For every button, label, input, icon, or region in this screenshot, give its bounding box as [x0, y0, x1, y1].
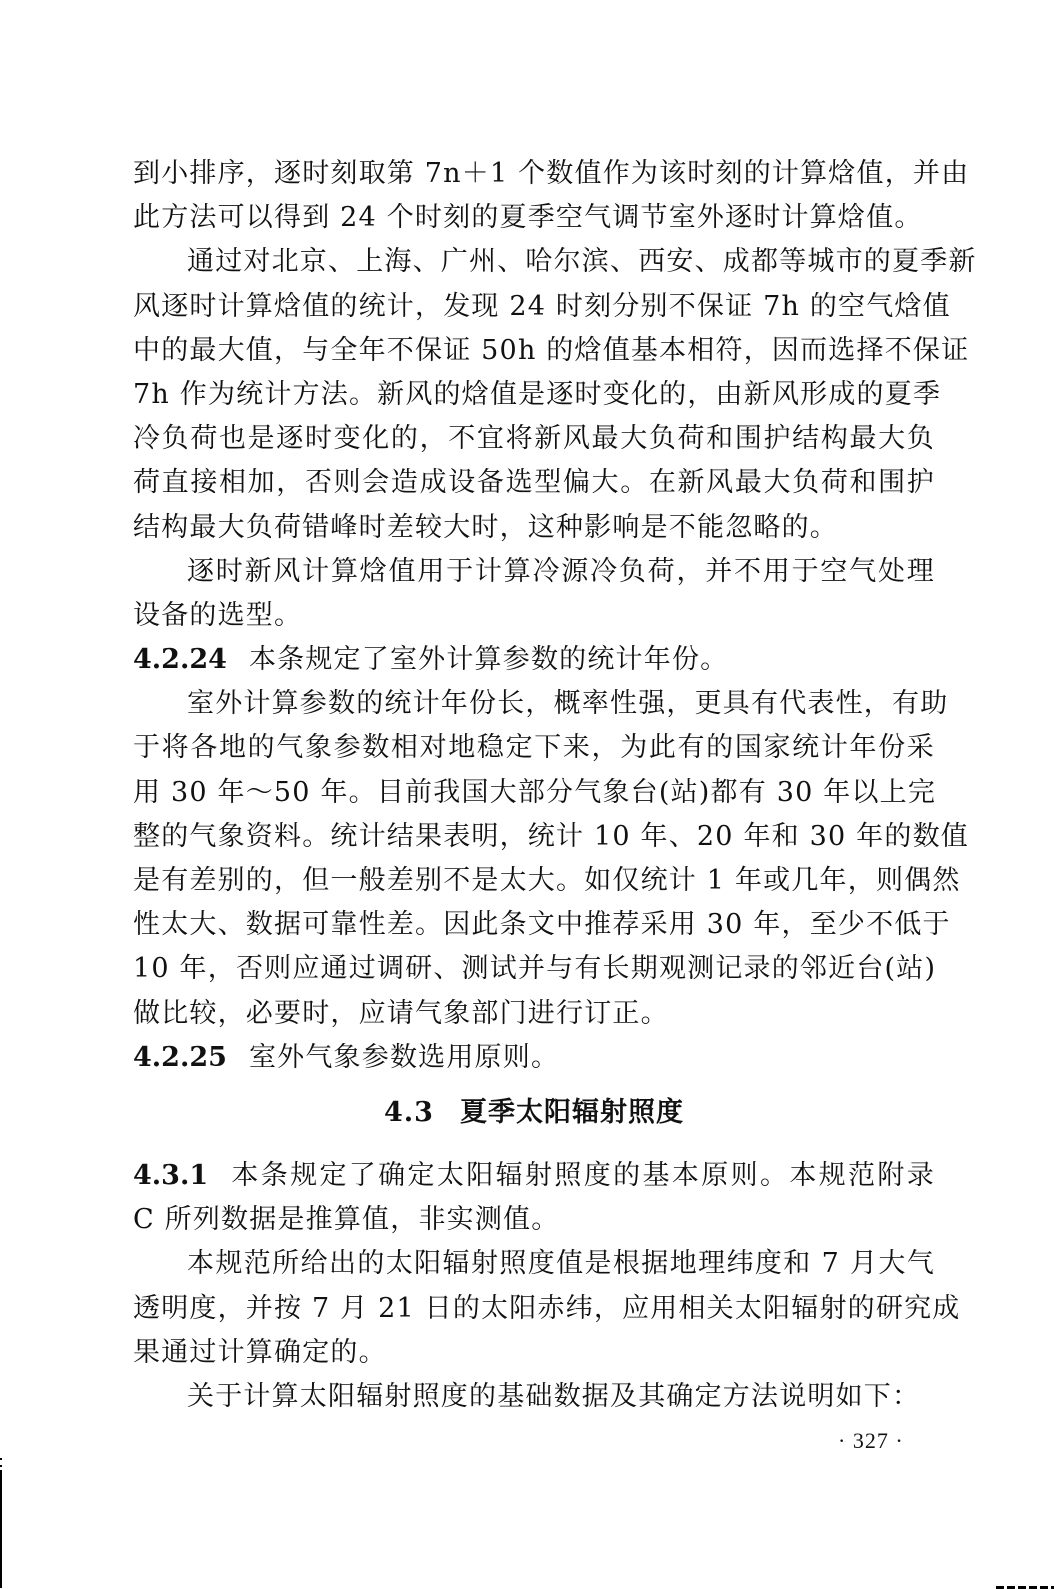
paragraph [133, 682, 969, 1036]
clause-4-2-25 [133, 1036, 935, 1080]
text-line: 逐时新风计算焓值用于计算冷源冷负荷，并不用于空气处理 [187, 555, 935, 587]
scan-edge-line [0, 1470, 2, 1588]
scan-edge-mark [0, 1458, 2, 1460]
document-page [133, 152, 977, 1419]
text-line: 本规范所给出的太阳辐射照度值是根据地理纬度和 7 月大气 [187, 1248, 935, 1280]
text-line: 冷负荷也是逐时变化的，不宜将新风最大负荷和围护结构最大负 [133, 423, 935, 455]
text-line: 做比较，必要时，应请气象部门进行订正。 [133, 997, 669, 1029]
clause-number: 4.3.1 [133, 1159, 209, 1191]
text-line: 整的气象资料。统计结果表明，统计 10 年、20 年和 30 年的数值 [133, 820, 969, 852]
paragraph [133, 550, 935, 638]
page-number: · 327 · [838, 1428, 904, 1453]
text-line: 于将各地的气象参数相对地稳定下来，为此有的国家统计年份采 [133, 732, 935, 764]
text-line: 荷直接相加，否则会造成设备选型偏大。在新风最大负荷和围护 [133, 467, 935, 499]
section-heading [133, 1080, 935, 1146]
paragraph [133, 1242, 961, 1375]
text-line: 风逐时计算焓值的统计，发现 24 时刻分别不保证 7h 的空气焓值 [133, 290, 951, 322]
text-line: 透明度，并按 7 月 21 日的太阳赤纬，应用相关太阳辐射的研究成 [133, 1292, 961, 1324]
paragraph [133, 152, 970, 240]
text-line: 10 年，否则应通过调研、测试并与有长期观测记录的邻近台(站) [133, 953, 937, 985]
spacer [133, 1146, 935, 1154]
text-line: 关于计算太阳辐射照度的基础数据及其确定方法说明如下： [187, 1380, 921, 1412]
text-line: 通过对北京、上海、广州、哈尔滨、西安、成都等城市的夏季新 [187, 246, 977, 278]
clause-text: 本条规定了室外计算参数的统计年份。 [248, 644, 729, 676]
clause-number: 4.2.25 [133, 1041, 227, 1073]
text-line: 结构最大负荷错峰时差较大时，这种影响是不能忽略的。 [133, 511, 838, 543]
text-line: 到小排序，逐时刻取第 7n＋1 个数值作为该时刻的计算焓值，并由 [133, 158, 970, 189]
text-line: 性太大、数据可靠性差。因此条文中推荐采用 30 年，至少不低于 [133, 909, 951, 941]
text-line: 中的最大值，与全年不保证 50h 的焓值基本相符，因而选择不保证 [133, 334, 970, 366]
text-line: C 所列数据是推算值，非实测值。 [133, 1204, 560, 1236]
text-line: 室外计算参数的统计年份长，概率性强，更具有代表性，有助 [187, 688, 949, 720]
section-number: 4.3 [384, 1096, 434, 1128]
clause-text: 室外气象参数选用原则。 [248, 1041, 560, 1073]
clause-4-2-24 [133, 638, 935, 682]
text-line: 用 30 年～50 年。目前我国大部分气象台(站)都有 30 年以上完 [133, 776, 937, 808]
text-line: 7h 作为统计方法。新风的焓值是逐时变化的，由新风形成的夏季 [133, 378, 942, 410]
clause-4-3-1 [133, 1154, 935, 1242]
scan-edge-mark [0, 1465, 2, 1467]
text-line: 是有差别的，但一般差别不是太大。如仅统计 1 年或几年，则偶然 [133, 865, 961, 896]
clause-text: 本条规定了确定太阳辐射照度的基本原则。本规范附录 [230, 1159, 935, 1191]
text-line: 设备的选型。 [133, 599, 303, 631]
paragraph [133, 240, 977, 549]
text-line: 此方法可以得到 24 个时刻的夏季空气调节室外逐时计算焓值。 [133, 202, 923, 234]
paragraph [133, 1375, 935, 1419]
section-title: 夏季太阳辐射照度 [459, 1096, 684, 1128]
clause-number: 4.2.24 [133, 644, 227, 676]
text-line: 果通过计算确定的。 [133, 1336, 387, 1368]
